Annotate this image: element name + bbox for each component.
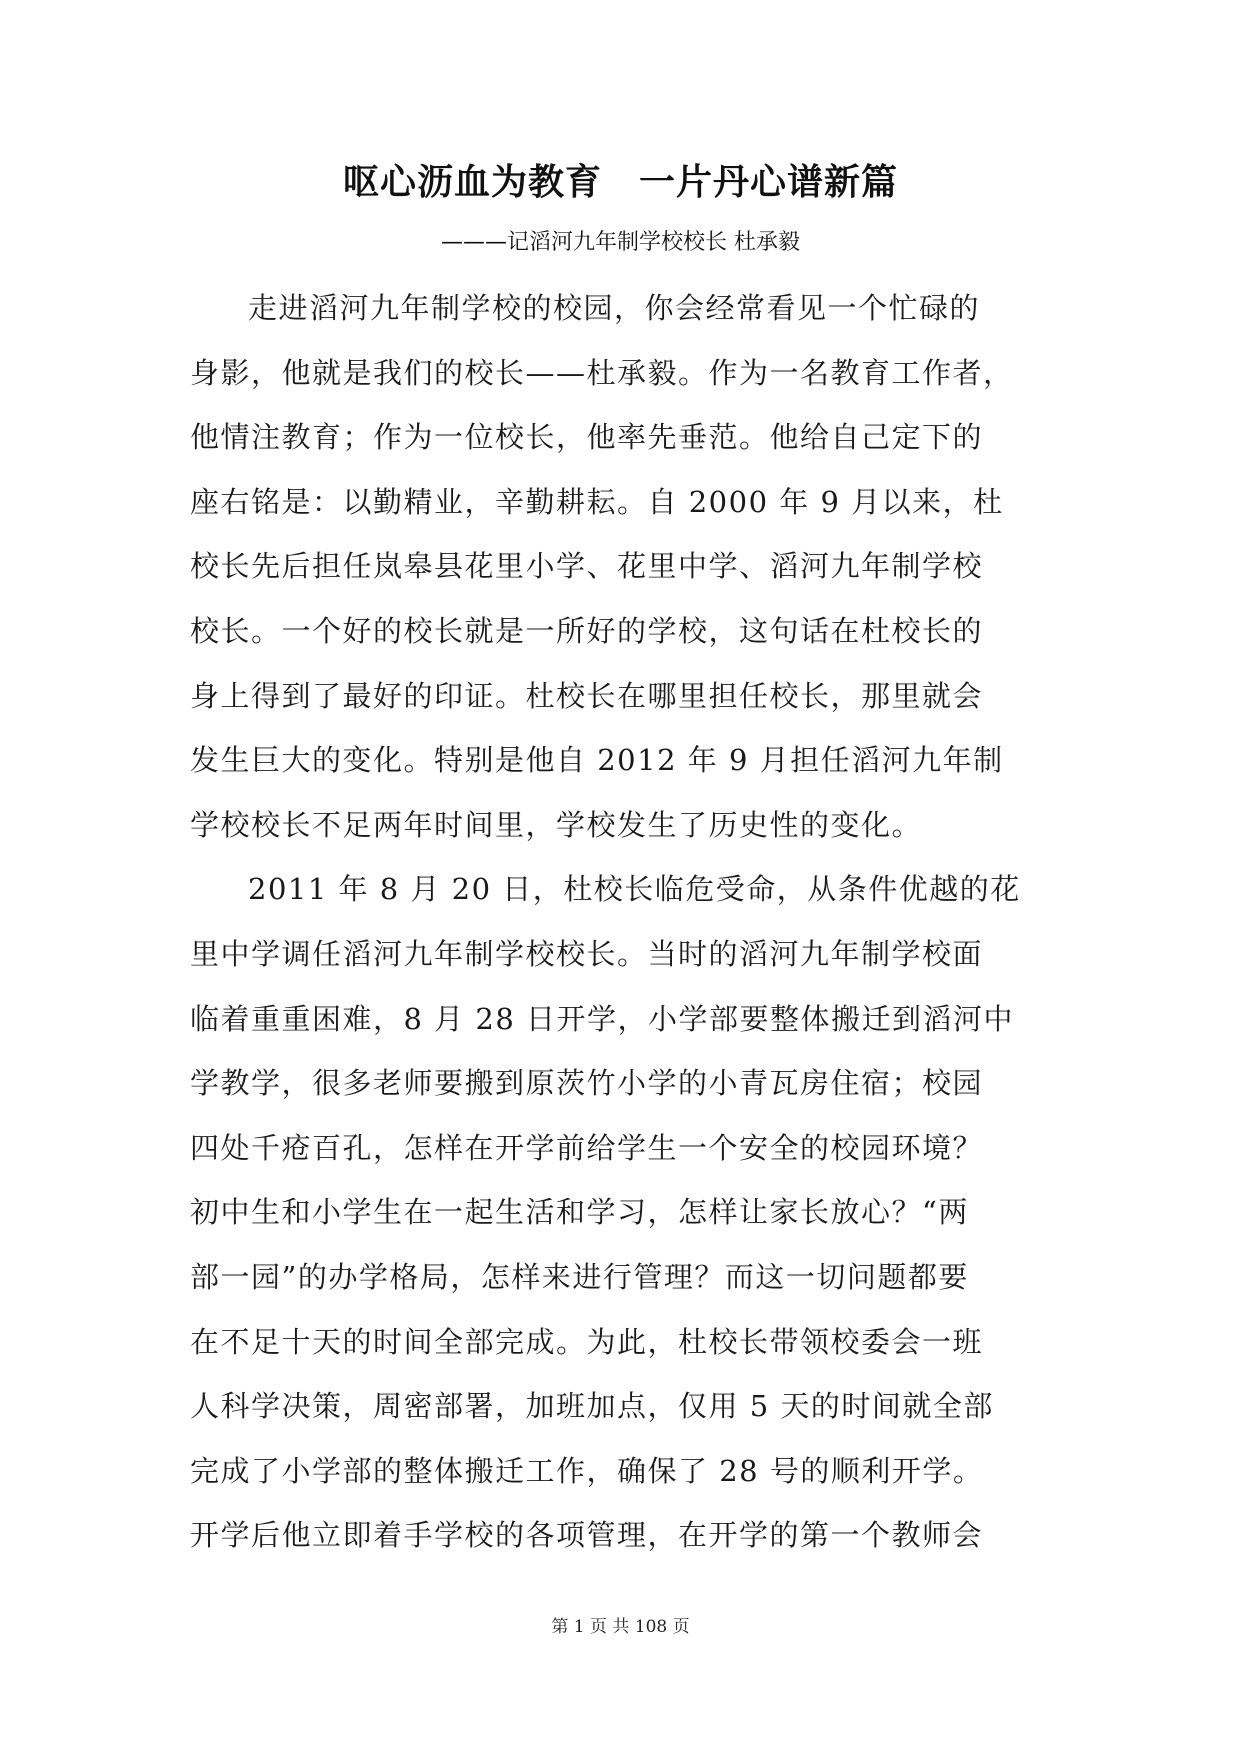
body-line: 身影，他就是我们的校长——杜承毅。作为一名教育工作者， <box>190 355 1014 390</box>
body-line: 开学后他立即着手学校的各项管理，在开学的第一个教师会 <box>190 1518 984 1553</box>
body-line: 学校校长不足两年时间里，学校发生了历史性的变化。 <box>190 807 923 842</box>
body-line: 座右铭是：以勤精业，辛勤耕耘。自 2000 年 9 月以来，杜 <box>190 484 1004 519</box>
body-line: 完成了小学部的整体搬迁工作，确保了 28 号的顺利开学。 <box>190 1453 984 1488</box>
body-line: 身上得到了最好的印证。杜校长在哪里担任校长，那里就会 <box>190 678 984 713</box>
document-subtitle: ———记滔河九年制学校校长 杜承毅 <box>441 230 800 255</box>
body-line: 临着重重困难，8 月 28 日开学，小学部要整体搬迁到滔河中 <box>190 1001 1015 1036</box>
body-line: 校长先后担任岚皋县花里小学、花里中学、滔河九年制学校 <box>190 549 984 584</box>
body-line: 部一园”的办学格局，怎样来进行管理？而这一切问题都要 <box>190 1259 969 1294</box>
body-line: 他情注教育；作为一位校长，他率先垂范。他给自己定下的 <box>190 420 984 455</box>
body-line: 发生巨大的变化。特别是他自 2012 年 9 月担任滔河九年制 <box>190 743 1004 778</box>
body-line: 初中生和小学生在一起生活和学习，怎样让家长放心？“两 <box>190 1195 969 1230</box>
body-line: 在不足十天的时间全部完成。为此，杜校长带领校委会一班 <box>190 1324 984 1359</box>
page-footer: 第 1 页 共 108 页 <box>551 1617 690 1637</box>
body-line: 2011 年 8 月 20 日，杜校长临危受命，从条件优越的花 <box>248 872 1021 907</box>
document-body <box>190 276 1056 1568</box>
body-line: 学教学，很多老师要搬到原茨竹小学的小青瓦房住宿；校园 <box>190 1066 984 1101</box>
body-line: 人科学决策，周密部署，加班加点，仅用 5 天的时间就全部 <box>190 1389 994 1424</box>
body-line: 走进滔河九年制学校的校园，你会经常看见一个忙碌的 <box>248 291 981 325</box>
body-line: 里中学调任滔河九年制学校校长。当时的滔河九年制学校面 <box>190 936 984 971</box>
body-line: 校长。一个好的校长就是一所好的学校，这句话在杜校长的 <box>190 613 984 648</box>
body-line: 四处千疮百孔，怎样在开学前给学生一个安全的校园环境？ <box>190 1130 984 1165</box>
document-title: 呕心沥血为教育 一片丹心谱新篇 <box>342 162 898 203</box>
